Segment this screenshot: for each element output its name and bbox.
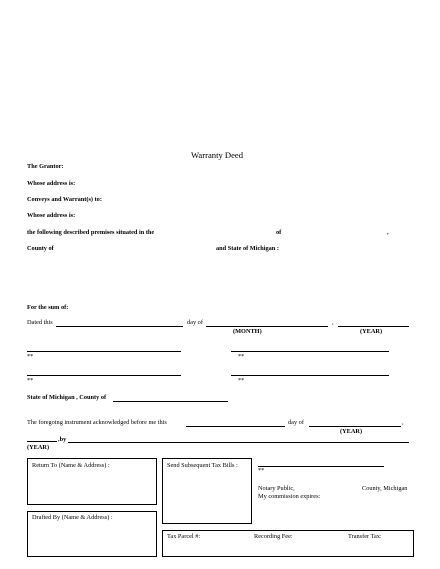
notary-label: Notary Public,: [258, 485, 295, 492]
state-county-label: State of Michigan , County of: [27, 394, 107, 401]
sum-label: For the sum of:: [27, 304, 69, 311]
return-to-label: Return To (Name & Address) :: [32, 462, 110, 469]
year-label: (YEAR): [360, 328, 383, 335]
ack-comma: ,: [402, 419, 404, 426]
signature-line-3[interactable]: [27, 375, 181, 376]
ack-year-label-2: (YEAR): [27, 444, 50, 451]
of-label: of: [276, 229, 282, 236]
signature-line-1[interactable]: [27, 351, 181, 352]
transfer-tax-label: Transfer Tax:: [348, 533, 382, 540]
signature-mark-4: **: [238, 377, 245, 384]
dated-month-line[interactable]: [206, 326, 328, 327]
grantor-label: The Grantor:: [27, 163, 64, 170]
signature-mark-1: **: [27, 353, 34, 360]
day-of-label: day of: [187, 319, 203, 326]
page-title: Warranty Deed: [191, 150, 244, 160]
county-label: County of: [27, 245, 54, 252]
signature-line-2[interactable]: [231, 351, 389, 352]
grantee-address-label: Whose address is:: [27, 212, 76, 219]
recording-fee-label: Recording Fee:: [254, 533, 293, 540]
commission-label: My commission expires:: [258, 493, 321, 500]
signature-mark-3: **: [27, 377, 34, 384]
ack-month-line[interactable]: [309, 426, 401, 427]
county-of-line[interactable]: [113, 401, 228, 402]
ack-year-line[interactable]: [27, 441, 57, 442]
grantor-address-label: Whose address is:: [27, 180, 76, 187]
ack-day-of-label: day of: [288, 419, 304, 426]
ack-year-label: (YEAR): [340, 428, 363, 435]
signature-line-4[interactable]: [231, 375, 389, 376]
ack-day-line[interactable]: [186, 426, 285, 427]
drafted-by-label: Drafted By (Name & Address) :: [32, 514, 113, 521]
comma: ,: [387, 229, 389, 236]
by-label: ,by: [58, 436, 67, 443]
dated-comma: ,: [332, 319, 334, 326]
dated-day-line[interactable]: [56, 326, 183, 327]
county-michigan-label: County, Michigan: [362, 485, 408, 492]
notary-mark: **: [258, 467, 265, 474]
acknowledgment-label: The foregoing instrument acknowledged before me this: [27, 419, 167, 426]
month-label: (MONTH): [233, 328, 262, 335]
dated-label: Dated this: [27, 319, 53, 326]
tax-bills-label: Send Subsequent Tax Bills :: [167, 462, 238, 469]
dated-year-line[interactable]: [338, 326, 409, 327]
signature-mark-2: **: [238, 353, 245, 360]
state-label: and State of Michigan :: [216, 245, 279, 252]
tax-parcel-label: Tax Parcel #:: [167, 533, 201, 540]
conveys-label: Conveys and Warrant(s) to:: [27, 196, 102, 203]
notary-signature-line[interactable]: [258, 466, 384, 467]
by-line[interactable]: [68, 442, 409, 443]
premises-label: the following described premises situated in the: [27, 229, 155, 236]
